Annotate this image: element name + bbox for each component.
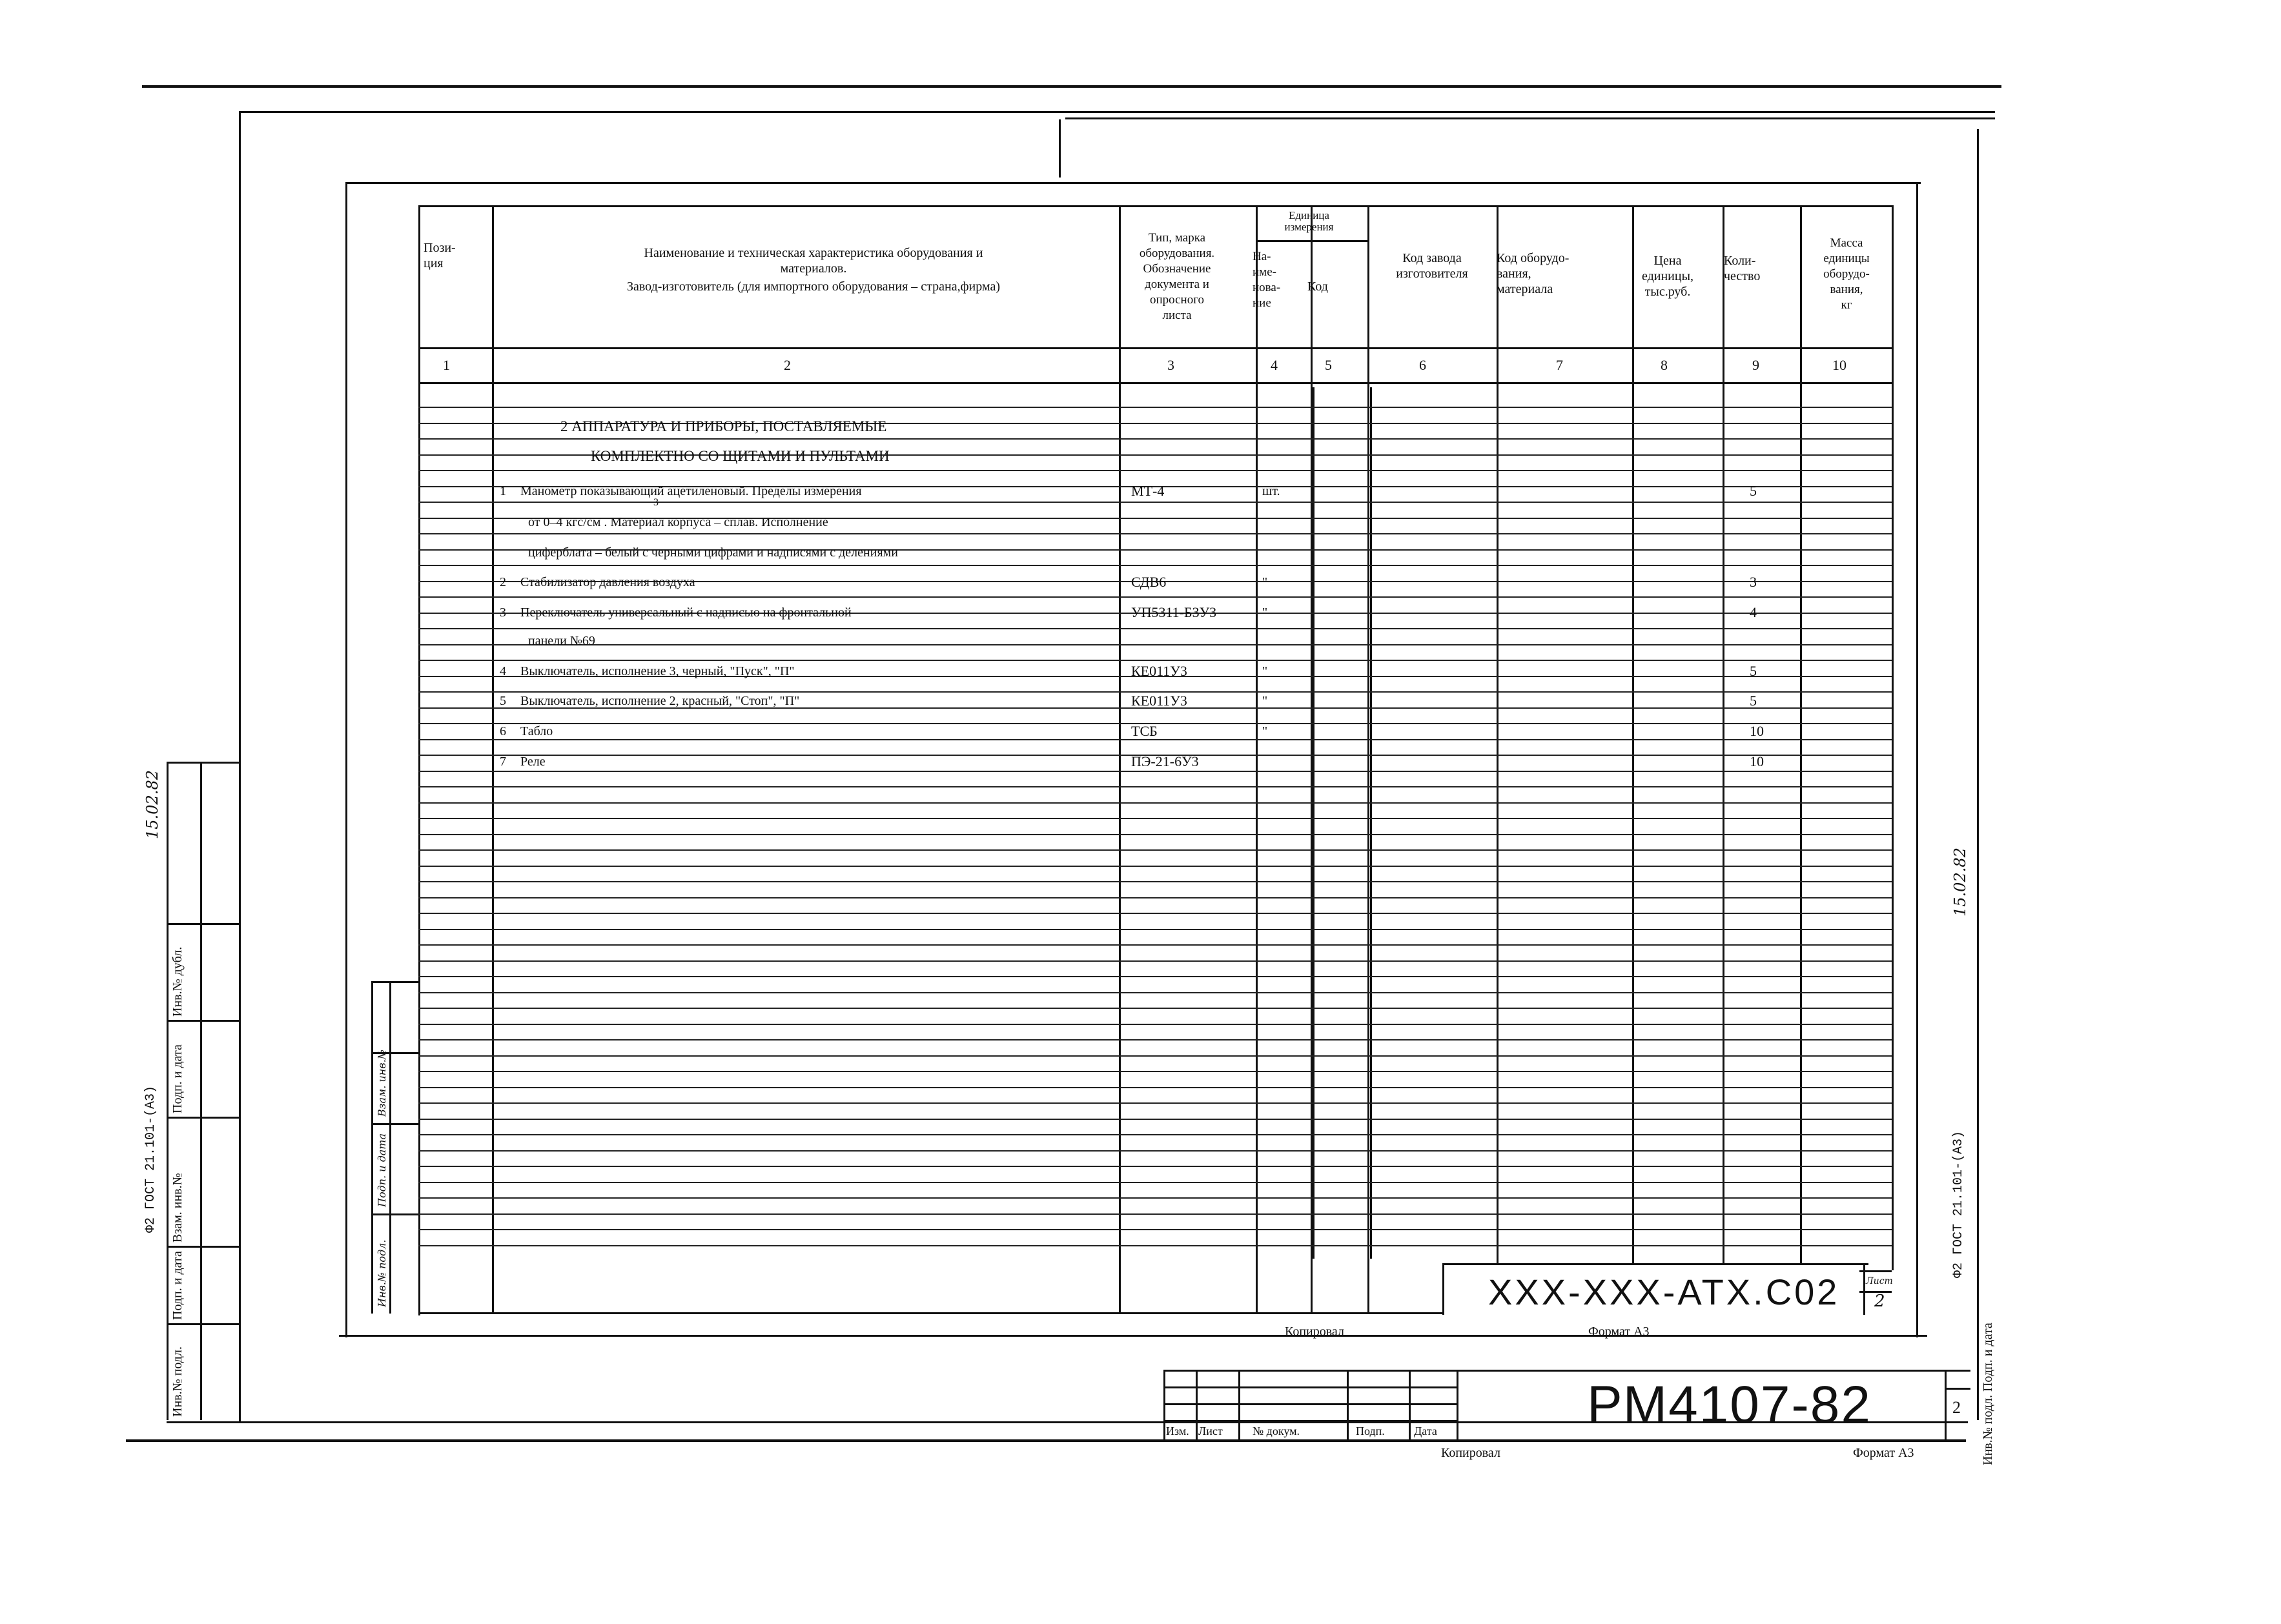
inner-sheet-no: 2: [1874, 1292, 1885, 1311]
stamp-label-doc: № докум.: [1253, 1425, 1300, 1437]
header-name-1: Наименование и техническая характеристика оборудования и: [644, 246, 983, 260]
row-divider: [418, 929, 1892, 930]
inner-side-label-3: Взам. инв.№: [376, 1050, 388, 1117]
row-divider: [418, 849, 1892, 851]
section-title-1: 2 АППАРАТУРА И ПРИБОРЫ, ПОСТАВЛЯЕМЫЕ: [560, 418, 887, 434]
row-qty: 5: [1750, 663, 1757, 679]
row-divider: [418, 818, 1892, 819]
row-divider: [418, 1039, 1892, 1040]
column-divider: [1497, 205, 1499, 1263]
column-divider: [1119, 205, 1121, 1312]
row-unit: ": [1262, 605, 1268, 620]
inner-sheet-label: Лист: [1866, 1276, 1893, 1286]
row-unit: ": [1262, 694, 1268, 708]
row-divider: [418, 771, 1892, 772]
row-divider: [418, 438, 1892, 440]
row-type: ТСБ: [1131, 723, 1158, 739]
form-code-right: Ф2 ГОСТ 21.101-(А3): [1951, 1130, 1966, 1278]
row-qty: 3: [1750, 574, 1757, 590]
row-divider: [418, 1182, 1892, 1183]
row-divider: [418, 992, 1892, 993]
colnum-4: 4: [1271, 357, 1278, 373]
row-position: 1: [500, 484, 506, 498]
header-qty: Коли- чество: [1724, 254, 1761, 283]
form-code-left: Ф2 ГОСТ 21.101-(А3): [143, 1085, 158, 1233]
row-divider: [418, 802, 1892, 804]
section-title-2: КОМПЛЕКТНО СО ЩИТАМИ И ПУЛЬТАМИ: [591, 448, 890, 464]
row-position: 4: [500, 664, 506, 678]
stamp-label-sign: Подп.: [1356, 1425, 1385, 1437]
row-divider: [418, 1166, 1892, 1167]
row-type: СДВ6: [1131, 574, 1167, 590]
outer-sheet-no: 2: [1952, 1398, 1961, 1417]
row-unit: шт.: [1262, 484, 1280, 498]
colnum-3: 3: [1167, 357, 1174, 373]
header-unit-code: Код: [1307, 279, 1328, 294]
row-qty: 10: [1750, 753, 1764, 769]
row-qty: 5: [1750, 693, 1757, 709]
row-name: циферблата – белый с черными цифрами и надписями с делениями: [528, 545, 898, 560]
row-name: Табло: [520, 724, 553, 738]
row-divider: [418, 1055, 1892, 1057]
row-divider: [418, 1102, 1892, 1104]
colnum-10: 10: [1832, 357, 1846, 373]
colnum-1: 1: [443, 357, 450, 373]
outer-format: Формат А3: [1853, 1446, 1914, 1460]
header-unit-name: На- име- нова- ние: [1253, 250, 1281, 310]
header-name-3: Завод-изготовитель (для импортного оборудования – страна,фирма): [626, 279, 1001, 294]
header-unit-group: Единица измерения: [1284, 209, 1334, 233]
stamp-label-date: Дата: [1414, 1425, 1437, 1437]
outer-doc-code: РМ4107-82: [1587, 1375, 1872, 1434]
row-qty: 5: [1750, 483, 1757, 499]
outer-copied: Копировал: [1441, 1446, 1500, 1460]
row-divider: [418, 897, 1892, 898]
row-type: КЕ011У3: [1131, 663, 1187, 679]
row-position: 5: [500, 694, 506, 708]
outer-side-label-1: Инв.№ подл.: [170, 1346, 185, 1417]
row-divider: [418, 1134, 1892, 1135]
row-name: Выключатель, исполнение 2, красный, "Стоп", "П": [520, 694, 800, 708]
outer-side-label-3: Взам. инв.№: [170, 1173, 185, 1243]
column-divider: [1367, 205, 1369, 1312]
row-divider: [418, 834, 1892, 835]
outer-side-label-2: Подп. и дата: [170, 1251, 185, 1320]
inner-format: Формат А3: [1588, 1325, 1650, 1339]
column-divider: [1256, 205, 1258, 1312]
column-divider: [1632, 205, 1634, 1263]
header-factory-code: Код завода изготовителя: [1396, 251, 1468, 281]
outer-side-label-4: Подп. и дата: [170, 1044, 185, 1113]
row-position: 3: [500, 605, 506, 620]
row-divider: [418, 502, 1892, 503]
row-divider: [418, 866, 1892, 867]
row-divider: [418, 1024, 1892, 1025]
row-divider: [418, 644, 1892, 645]
row-type: УП5311-Б3У3: [1131, 604, 1217, 620]
row-position: 2: [500, 575, 506, 589]
row-divider: [418, 1071, 1892, 1072]
colnum-5: 5: [1325, 357, 1332, 373]
row-name: Манометр показывающий ацетиленовый. Пределы измерения: [520, 484, 862, 498]
header-price: Цена единицы, тыс.руб.: [1641, 254, 1694, 299]
column-divider: [492, 205, 494, 1312]
row-unit: ": [1262, 575, 1268, 589]
signature-date-left: 15.02.82: [143, 770, 161, 839]
row-unit: ": [1262, 724, 1268, 738]
colnum-2: 2: [784, 357, 791, 373]
row-divider: [418, 944, 1892, 946]
outer-side-label-5: Инв.№ дубл.: [170, 946, 185, 1017]
signature-date-right: 15.02.82: [1951, 848, 1969, 917]
row-divider: [418, 1119, 1892, 1120]
row-divider: [418, 1245, 1892, 1246]
row-divider: [418, 1150, 1892, 1152]
row-divider: [418, 628, 1892, 629]
row-divider: [418, 1008, 1892, 1009]
colnum-6: 6: [1419, 357, 1426, 373]
row-position: 7: [500, 755, 506, 769]
row-divider: [418, 1213, 1892, 1215]
header-mass: Масса единицы оборудо- вания, кг: [1823, 236, 1870, 312]
row-type: ПЭ-21-6У3: [1131, 753, 1199, 769]
inner-side-label-2: Подп. и дата: [376, 1133, 388, 1207]
row-divider: [418, 960, 1892, 962]
row-type: КЕ011У3: [1131, 693, 1187, 709]
row-qty: 10: [1750, 723, 1764, 739]
inv-label-right: Инв.№ подл. Подп. и дата: [1981, 1323, 1995, 1465]
column-divider: [1723, 205, 1724, 1263]
row-divider: [418, 565, 1892, 566]
row-name: Стабилизатор давления воздуха: [520, 575, 695, 589]
row-divider: [418, 470, 1892, 471]
row-divider: [418, 1087, 1892, 1088]
colnum-7: 7: [1556, 357, 1563, 373]
row-divider: [418, 660, 1892, 661]
row-name: Выключатель, исполнение 3, черный, "Пуск", "П": [520, 664, 795, 678]
header-type: Тип, марка оборудования. Обозначение документа и опросного листа: [1139, 231, 1215, 322]
row-unit: ": [1262, 664, 1268, 678]
row-divider: [418, 881, 1892, 882]
superscript-cubic: 3: [653, 497, 659, 508]
inner-side-label-1: Инв.№ подл.: [376, 1239, 388, 1307]
row-name: панели №69: [528, 634, 595, 648]
header-name-2: материалов.: [780, 261, 847, 276]
row-divider: [418, 913, 1892, 914]
header-equipment-code: Код оборудо- вания, материала: [1497, 251, 1570, 296]
row-name: от 0–4 кгс/см . Материал корпуса – сплав. Исполнение: [528, 515, 828, 529]
colnum-9: 9: [1752, 357, 1759, 373]
row-divider: [418, 976, 1892, 977]
inner-copied: Копировал: [1285, 1325, 1344, 1339]
row-name: Переключатель универсальный с надписью на фронтальной: [520, 605, 852, 620]
row-divider: [418, 407, 1892, 408]
header-pos: Пози- ция: [424, 241, 456, 270]
colnum-8: 8: [1661, 357, 1668, 373]
row-divider: [418, 596, 1892, 598]
row-name: Реле: [520, 755, 546, 769]
row-divider: [418, 533, 1892, 534]
inner-doc-code: XXX-XXX-ATX.C02: [1488, 1272, 1840, 1312]
row-divider: [418, 1197, 1892, 1199]
row-divider: [418, 786, 1892, 787]
column-divider: [1800, 205, 1802, 1263]
row-divider: [418, 1229, 1892, 1230]
row-type: МТ-4: [1131, 483, 1165, 499]
stamp-label-izm: Изм.: [1166, 1425, 1189, 1437]
row-qty: 4: [1750, 604, 1757, 620]
row-position: 6: [500, 724, 506, 738]
stamp-label-list: Лист: [1198, 1425, 1223, 1437]
